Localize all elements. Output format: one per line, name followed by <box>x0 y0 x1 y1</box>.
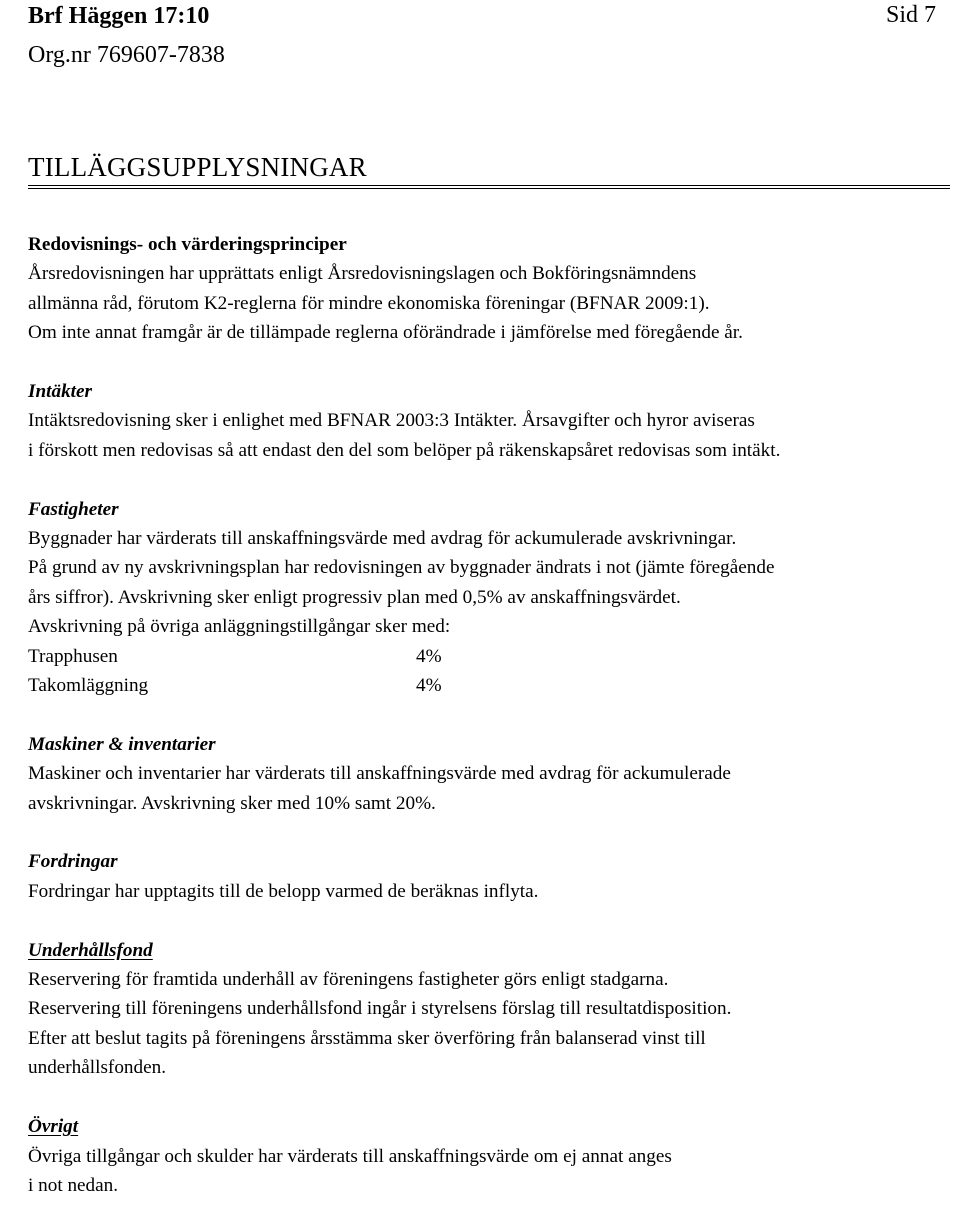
depreciation-rate: 4% <box>416 645 442 667</box>
asset-name: Trapphusen <box>28 645 118 667</box>
body-line: underhållsfonden. <box>28 1057 167 1079</box>
body-line: På grund av ny avskrivningsplan har redovisningen av byggnader ändrats i not (jämte föregående <box>28 557 775 579</box>
section-principles <box>28 230 948 348</box>
asset-name: Takomläggning <box>28 675 149 697</box>
body-line: Reservering för framtida underhåll av föreningens fastigheter görs enligt stadgarna. <box>28 969 669 991</box>
depreciation-rate: 4% <box>416 675 442 697</box>
page-number: Sid 7 <box>885 2 936 28</box>
title-double-rule <box>28 185 950 189</box>
section-maintenance-fund <box>28 936 948 1083</box>
document-body <box>28 230 948 1230</box>
section-heading: Fordringar <box>28 851 118 873</box>
section-heading: Övrigt <box>28 1116 79 1138</box>
section-machinery <box>28 730 948 818</box>
section-heading: Fastigheter <box>28 498 119 520</box>
body-line: Efter att beslut tagits på föreningens årsstämma sker överföring från balanserad vinst till <box>28 1027 706 1049</box>
body-line: avskrivningar. Avskrivning sker med 10% samt 20%. <box>28 792 436 814</box>
section-heading: Intäkter <box>28 381 92 403</box>
body-line: Om inte annat framgår är de tillämpade reglerna oförändrade i jämförelse med föregående år. <box>28 322 743 344</box>
body-line: i förskott men redovisas så att endast den del som belöper på räkenskapsåret redovisas som intäkt. <box>28 439 781 461</box>
depreciation-rate-row <box>28 671 948 700</box>
section-properties <box>28 495 948 701</box>
body-line: Intäktsredovisning sker i enlighet med BFNAR 2003:3 Intäkter. Årsavgifter och hyror aviseras <box>28 410 755 432</box>
organization-name: Brf Häggen 17:10 <box>28 3 210 29</box>
section-heading: Redovisnings- och värderingsprinciper <box>28 234 347 255</box>
body-line: Byggnader har värderats till anskaffningsvärde med avdrag för ackumulerade avskrivningar. <box>28 528 737 550</box>
body-line: allmänna råd, förutom K2-reglerna för mindre ekonomiska föreningar (BFNAR 2009:1). <box>28 292 710 314</box>
body-line: i not nedan. <box>28 1174 119 1196</box>
section-heading: Underhållsfond <box>28 939 153 961</box>
body-line: Reservering till föreningens underhållsfond ingår i styrelsens förslag till resultatdisposition. <box>28 998 732 1020</box>
body-line: Maskiner och inventarier har värderats till anskaffningsvärde med avdrag för ackumulerade <box>28 763 731 785</box>
body-line: års siffror). Avskrivning sker enligt progressiv plan med 0,5% av anskaffningsvärdet. <box>28 586 681 608</box>
organization-number: Org.nr 769607-7838 <box>28 42 225 68</box>
section-receivables <box>28 847 948 906</box>
body-line: Övriga tillgångar och skulder har värderats till anskaffningsvärde om ej annat anges <box>28 1145 672 1167</box>
body-line: Årsredovisningen har upprättats enligt Årsredovisningslagen och Bokföringsnämndens <box>28 263 697 285</box>
section-income <box>28 377 948 465</box>
section-other <box>28 1112 948 1200</box>
body-line: Fordringar har upptagits till de belopp varmed de beräknas inflyta. <box>28 880 539 902</box>
page-title: TILLÄGGSUPPLYSNINGAR <box>28 152 367 182</box>
section-heading: Maskiner & inventarier <box>28 733 216 755</box>
depreciation-rate-row <box>28 642 948 671</box>
body-line: Avskrivning på övriga anläggningstillgångar sker med: <box>28 616 451 638</box>
